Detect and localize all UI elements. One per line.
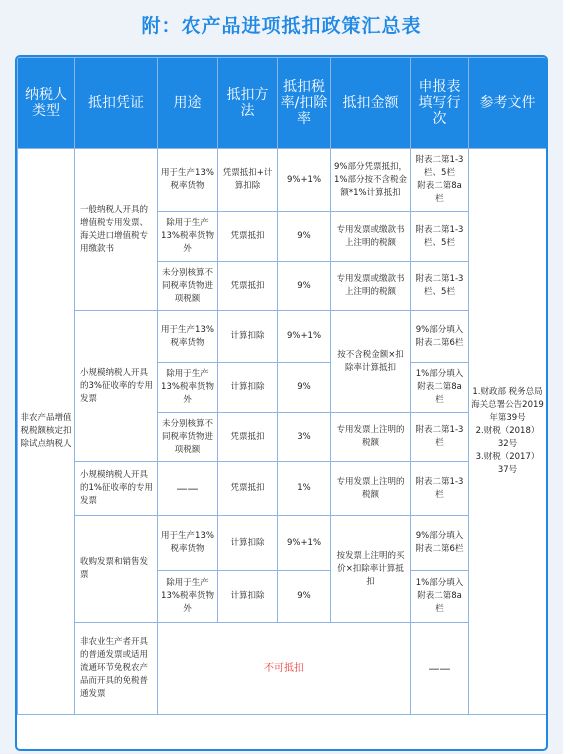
voucher-cell: 非农业生产者开具的普通发票或适用流通环节免税农产品而开具的免税普通发票	[75, 623, 158, 715]
line-cell: 附表二第1-3栏	[411, 462, 469, 516]
header-rate: 抵扣税率/扣除率	[278, 58, 331, 149]
usage-cell: 未分别核算不同税率货物进项税额	[158, 262, 218, 311]
rate-cell: 3%	[278, 413, 331, 462]
header-taxpayer-type: 纳税人类型	[18, 58, 75, 149]
header-reference: 参考文件	[469, 58, 547, 149]
policy-table	[17, 57, 547, 715]
rate-cell: 9%+1%	[278, 149, 331, 212]
method-cell: 计算扣除	[218, 311, 278, 363]
line-cell: 附表二第1-3栏、5栏	[411, 212, 469, 262]
table-row	[18, 462, 547, 516]
header-method: 抵扣方法	[218, 58, 278, 149]
line-cell: 1%部分填入附表二第8a栏	[411, 363, 469, 413]
not-deductible-label: 不可抵扣	[158, 623, 411, 715]
header-row	[18, 58, 547, 149]
method-cell: 凭票抵扣	[218, 212, 278, 262]
voucher-cell: 小规模纳税人开具的3%征收率的专用发票	[75, 311, 158, 462]
amount-cell: 专用发票上注明的税额	[331, 413, 411, 462]
usage-cell: 未分别核算不同税率货物进项税额	[158, 413, 218, 462]
amount-cell: 专用发票上注明的税额	[331, 462, 411, 516]
table-row	[18, 149, 547, 212]
line-cell: 附表二第1-3栏、5栏 附表二第8a栏	[411, 149, 469, 212]
header-usage: 用途	[158, 58, 218, 149]
voucher-cell: 小规模纳税人开具的1%征收率的专用发票	[75, 462, 158, 516]
amount-cell: 专用发票或缴款书上注明的税额	[331, 262, 411, 311]
line-cell: 附表二第1-3栏	[411, 413, 469, 462]
reference-cell: 1.财政部 税务总局 海关总署公告2019年第39号 2.财税（2018）32号 3.财税（2017）37号	[469, 149, 547, 715]
rate-cell: 9%	[278, 212, 331, 262]
rate-cell: 9%	[278, 363, 331, 413]
usage-cell: 用于生产13%税率货物	[158, 311, 218, 363]
method-cell: 计算扣除	[218, 363, 278, 413]
amount-cell: 专用发票或缴款书上注明的税额	[331, 212, 411, 262]
amount-cell: 9%部分凭票抵扣，1%部分按不含税金额*1%计算抵扣	[331, 149, 411, 212]
table-row	[18, 311, 547, 363]
page-title: 附：农产品进项抵扣政策汇总表	[141, 15, 422, 37]
header-line: 申报表填写行次	[411, 58, 469, 149]
usage-cell: 除用于生产13%税率货物外	[158, 571, 218, 623]
method-cell: 凭票抵扣	[218, 262, 278, 311]
policy-table-frame	[15, 55, 548, 751]
usage-cell: 用于生产13%税率货物	[158, 149, 218, 212]
rate-cell: 9%+1%	[278, 516, 331, 571]
header-voucher: 抵扣凭证	[75, 58, 158, 149]
method-cell: 计算扣除	[218, 516, 278, 571]
line-cell: 1%部分填入附表二第8a栏	[411, 571, 469, 623]
table-row	[18, 516, 547, 571]
rate-cell: 9%+1%	[278, 311, 331, 363]
usage-cell: 除用于生产13%税率货物外	[158, 212, 218, 262]
usage-cell: ——	[158, 462, 218, 516]
usage-cell: 用于生产13%税率货物	[158, 516, 218, 571]
usage-cell: 除用于生产13%税率货物外	[158, 363, 218, 413]
voucher-cell: 收购发票和销售发票	[75, 516, 158, 623]
header-amount: 抵扣金额	[331, 58, 411, 149]
method-cell: 凭票抵扣+计算扣除	[218, 149, 278, 212]
rate-cell: 9%	[278, 262, 331, 311]
line-cell: ——	[411, 623, 469, 715]
voucher-cell: 一般纳税人开具的增值税专用发票、海关进口增值税专用缴款书	[75, 149, 158, 311]
method-cell: 凭票抵扣	[218, 413, 278, 462]
amount-cell: 按发票上注明的买价×扣除率计算抵扣	[331, 516, 411, 623]
rate-cell: 1%	[278, 462, 331, 516]
method-cell: 凭票抵扣	[218, 462, 278, 516]
line-cell: 9%部分填入附表二第6栏	[411, 311, 469, 363]
method-cell: 计算扣除	[218, 571, 278, 623]
taxpayer-type-cell: 非农产品增值税税额核定扣除试点纳税人	[18, 149, 75, 715]
table-row	[18, 623, 547, 715]
line-cell: 9%部分填入附表二第6栏	[411, 516, 469, 571]
rate-cell: 9%	[278, 571, 331, 623]
amount-cell: 按不含税金额×扣除率计算抵扣	[331, 311, 411, 413]
line-cell: 附表二第1-3栏、5栏	[411, 262, 469, 311]
